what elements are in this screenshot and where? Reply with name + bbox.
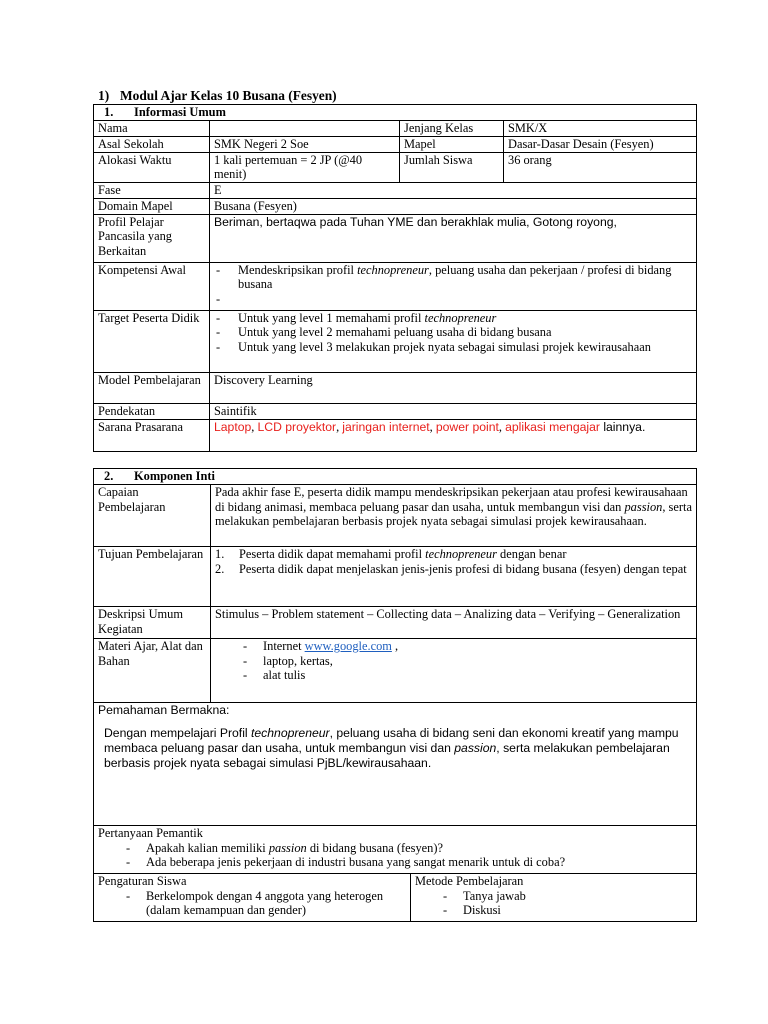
mapel-label: Mapel [400,136,504,152]
domain-mapel-value: Busana (Fesyen) [210,198,697,214]
target-item-3: - Untuk yang level 3 melakukan projek nyata sebagai simulasi projek kewirausahaan [214,340,692,355]
materi-item-3: - alat tulis [239,668,692,683]
target-peserta-value [210,310,697,372]
mapel-value: Dasar-Dasar Desain (Fesyen) [504,136,697,152]
pertanyaan-item-2: - Ada beberapa jenis pekerjaan di industri busana yang sangat menarik untuk di coba? [122,855,692,870]
pengaturan-label: Pengaturan Siswa [98,874,187,888]
pertanyaan-pemantik-cell [94,826,697,874]
capaian-label: Capaian Pembelajaran [94,485,211,547]
pendekatan-label: Pendekatan [94,403,210,419]
document-title [98,88,337,104]
pemahaman-bermakna-cell [94,703,697,826]
jenjang-value: SMK/X [504,120,697,136]
target-item-2: - Untuk yang level 2 memahami peluang usaha di bidang busana [214,325,692,340]
sarana-value: Laptop, LCD proyektor, jaringan internet, power point, aplikasi mengajar lainnya. [210,419,697,451]
tujuan-value [211,547,697,607]
deskripsi-value: Stimulus – Problem statement – Collecting data – Analizing data – Verifying – Generalization [211,607,697,639]
section-2-number: 2. [104,469,114,483]
tujuan-item-1: 1. Peserta didik dapat memahami profil technopreneur dengan benar [215,547,567,561]
model-value: Discovery Learning [210,372,697,403]
section-2-title: Komponen Inti [134,469,215,483]
deskripsi-label: Deskripsi Umum Kegiatan [94,607,211,639]
jumlah-siswa-value: 36 orang [504,152,697,182]
section-2-header [94,469,697,485]
section-1-header [94,105,697,121]
jenjang-label: Jenjang Kelas [400,120,504,136]
sarana-item: jaringan internet [342,419,430,434]
metode-item-2: - Diskusi [439,903,692,918]
profil-pelajar-value: Beriman, bertaqwa pada Tuhan YME dan berakhlak mulia, Gotong royong, [210,214,697,262]
nama-value [210,120,400,136]
section-1-number: 1. [104,105,114,119]
tujuan-item-2: 2. Peserta didik dapat menjelaskan jenis-jenis profesi di bidang busana (fesyen) dengan tepat [215,561,687,576]
kompetensi-awal-label: Kompetensi Awal [94,262,210,310]
section-1-title: Informasi Umum [134,105,226,119]
materi-item-1: - Internet www.google.com , [239,639,692,654]
google-link[interactable]: www.google.com [304,639,392,653]
kompetensi-item: - Mendeskripsikan profil technopreneur, peluang usaha dan pekerjaan / profesi di bidang busana [214,263,692,292]
jumlah-siswa-label: Jumlah Siswa [400,152,504,182]
alokasi-value: 1 kali pertemuan = 2 JP (@40 menit) [210,152,400,182]
document-title-text: Modul Ajar Kelas 10 Busana (Fesyen) [120,88,337,103]
model-label: Model Pembelajaran [94,372,210,403]
pengaturan-item-1: - Berkelompok dengan 4 anggota yang heterogen (dalam kemampuan dan gender) [122,889,406,918]
fase-label: Fase [94,182,210,198]
asal-sekolah-value: SMK Negeri 2 Soe [210,136,400,152]
sarana-item: Laptop [214,419,252,434]
profil-pelajar-label: Profil Pelajar Pancasila yang Berkaitan [94,214,210,262]
kompetensi-item-empty [214,292,692,307]
asal-sekolah-label: Asal Sekolah [94,136,210,152]
pemahaman-label: Pemahaman Bermakna: [98,703,230,717]
tujuan-label: Tujuan Pembelajaran [94,547,211,607]
pertanyaan-item-1: - Apakah kalian memiliki passion di bidang busana (fesyen)? [122,841,692,856]
sarana-item: aplikasi mengajar [505,419,600,434]
alokasi-label: Alokasi Waktu [94,152,210,182]
target-peserta-label: Target Peserta Didik [94,310,210,372]
metode-item-1: - Tanya jawab [439,889,692,904]
materi-value [211,639,697,703]
document-title-number: 1) [98,88,110,103]
nama-label: Nama [94,120,210,136]
pertanyaan-label: Pertanyaan Pemantik [98,826,203,840]
domain-mapel-label: Domain Mapel [94,198,210,214]
capaian-value: Pada akhir fase E, peserta didik mampu mendeskripsikan pekerjaan atau profesi kewirausahaan di bidang animasi, membaca peluang pasar dan usaha, untuk membangun visi dan passion, serta melakukan pembelajaran berbasis projek nyata sebagai simulasi projek kewirausahaan. [211,485,697,547]
materi-item-2: - laptop, kertas, [239,654,692,669]
informasi-umum-table [93,104,697,452]
kompetensi-awal-value [210,262,697,310]
sarana-item: LCD proyektor [257,419,337,434]
materi-label: Materi Ajar, Alat dan Bahan [94,639,211,703]
metode-cell [411,874,697,922]
metode-label: Metode Pembelajaran [415,874,524,888]
pendekatan-value: Saintifik [210,403,697,419]
komponen-inti-table [93,468,697,922]
pengaturan-siswa-cell [94,874,411,922]
target-item-1: - Untuk yang level 1 memahami profil technopreneur [214,311,692,326]
pemahaman-text: Dengan mempelajari Profil technopreneur, peluang usaha di bidang seni dan ekonomi kreatif yang mampu membaca peluang pasar dan usaha, untuk membangun visi dan passion, serta melakukan pembelajaran berbasis projek nyata sebagai simulasi PjBL/kewirausahaan. [104,725,679,770]
sarana-label: Sarana Prasarana [94,419,210,451]
fase-value: E [210,182,697,198]
sarana-item: power point [435,419,499,434]
